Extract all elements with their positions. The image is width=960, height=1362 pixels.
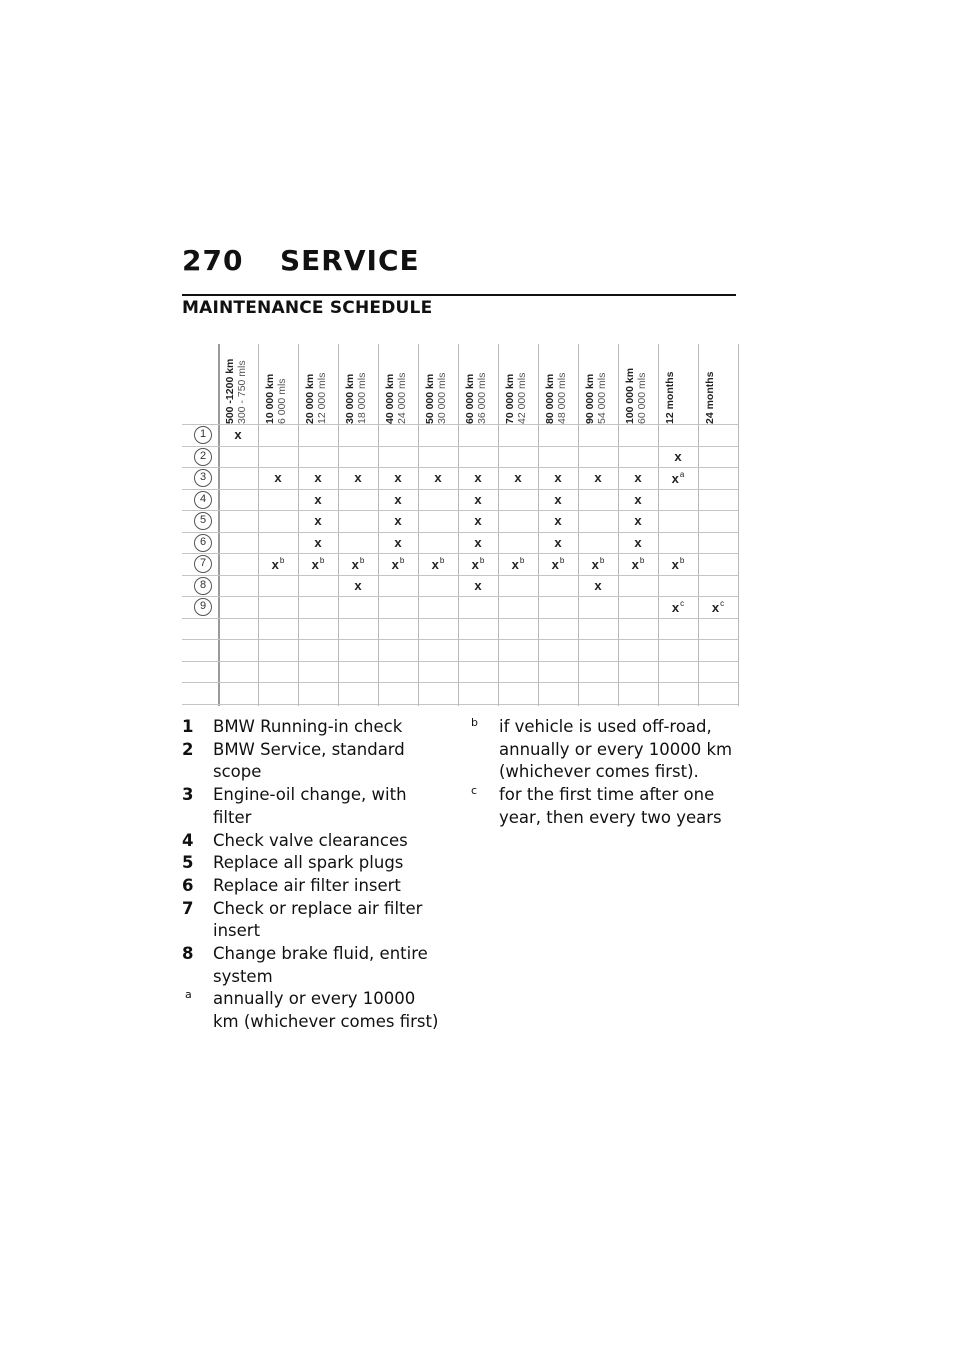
schedule-mark: $x^b$ (431, 556, 445, 572)
column-header (378, 344, 418, 424)
column-header-label (544, 344, 568, 424)
schedule-mark: $x^b$ (671, 556, 685, 572)
row-number-badge: 9 (194, 598, 212, 616)
column-header (578, 344, 618, 424)
legend-text: annually or every 10000 km (whichever comes first) (213, 989, 439, 1032)
footnote-marker: c (720, 599, 725, 608)
column-header (498, 344, 538, 424)
legend-item (182, 875, 440, 898)
column-miles-label: 36 000 mls (476, 372, 488, 424)
maintenance-schedule-table (182, 344, 738, 706)
grid-row-line (182, 661, 738, 662)
column-miles-label: 54 000 mls (596, 372, 608, 424)
legend-number: 2 (182, 739, 194, 759)
grid-row-line (182, 446, 738, 447)
column-header-label (304, 344, 328, 424)
row-number-badge: 6 (194, 534, 212, 552)
column-miles-label: 300 - 750 mls (236, 360, 248, 424)
schedule-mark: x (354, 577, 362, 593)
legend-text: if vehicle is used off-road, annually or every 10000 km (whichever comes first). (499, 717, 733, 782)
column-km-label: 20 000 km (304, 373, 316, 424)
footnote-marker: b (359, 556, 365, 565)
column-miles-label: 6 000 mls (276, 378, 288, 424)
footnote-marker: b (639, 556, 645, 565)
column-header-label (664, 344, 676, 424)
footnote-marker: b (479, 556, 485, 565)
legend-number: 5 (182, 853, 194, 873)
schedule-mark: x (394, 513, 402, 528)
column-km-label: 40 000 km (384, 373, 396, 424)
column-header (538, 344, 578, 424)
schedule-mark: $x^b$ (311, 556, 325, 572)
schedule-mark: x (474, 491, 482, 507)
grid-row-line (182, 682, 738, 683)
schedule-mark: $x^b$ (511, 556, 525, 572)
column-km-label: 50 000 km (424, 373, 436, 424)
grid-row-line (182, 510, 738, 511)
schedule-mark: x (434, 470, 442, 485)
footnote-marker: b (439, 556, 445, 565)
legend-item (182, 852, 440, 875)
column-km-label: 70 000 km (504, 373, 516, 424)
legend-footnote-key: a (185, 988, 192, 1002)
schedule-mark: x (594, 577, 602, 593)
schedule-mark: x (314, 534, 322, 550)
grid-row-line (182, 424, 738, 425)
row-number-badge: 3 (194, 469, 212, 487)
schedule-mark: x (474, 534, 482, 550)
legend-number: 3 (182, 785, 194, 805)
schedule-mark: $x^a$ (671, 470, 685, 486)
grid-row-line (182, 489, 738, 490)
legend-item (182, 943, 440, 988)
legend-number: 4 (182, 830, 194, 850)
legend-item (182, 830, 440, 853)
column-miles-label: 42 000 mls (516, 372, 528, 424)
schedule-mark: x (354, 470, 362, 485)
column-km-label: 80 000 km (544, 373, 556, 424)
schedule-mark: x (634, 491, 642, 507)
schedule-mark: $x^b$ (551, 556, 565, 572)
column-header-label (464, 344, 488, 424)
column-header-label (384, 344, 408, 424)
schedule-mark: x (274, 470, 282, 485)
header-rule (182, 294, 736, 296)
legend-item (182, 784, 440, 829)
column-header (298, 344, 338, 424)
schedule-mark: x (474, 513, 482, 528)
schedule-mark: x (314, 491, 322, 507)
footnote-marker: b (599, 556, 605, 565)
column-header (258, 344, 298, 424)
column-header (698, 344, 738, 424)
column-header (338, 344, 378, 424)
legend-text: Replace all spark plugs (213, 853, 404, 873)
grid-row-line (182, 575, 738, 576)
column-header (218, 344, 258, 424)
column-miles-label: 24 000 mls (396, 372, 408, 424)
row-number-badge: 4 (194, 491, 212, 509)
schedule-mark: x (314, 513, 322, 528)
column-header (458, 344, 498, 424)
legend-text: Check or replace air filter insert (213, 898, 423, 941)
legend-text: Check valve clearances (213, 830, 408, 850)
page-number: 270 (182, 244, 244, 277)
legend-left (182, 716, 440, 1034)
schedule-mark: x (554, 513, 562, 528)
schedule-mark: $x^b$ (391, 556, 405, 572)
schedule-mark: $x^b$ (591, 556, 605, 572)
column-miles-label: 30 000 mls (436, 372, 448, 424)
legend-text: Engine-oil change, with filter (213, 785, 407, 827)
column-header (618, 344, 658, 424)
schedule-mark: x (594, 470, 602, 485)
legend-text: for the first time after one year, then every two years (499, 785, 722, 827)
column-miles-label: 12 000 mls (316, 372, 328, 424)
footnote-marker: b (559, 556, 565, 565)
legend-item (182, 898, 440, 943)
schedule-mark: $x^b$ (351, 556, 365, 572)
row-number-badge: 5 (194, 512, 212, 530)
schedule-mark: $x^b$ (471, 556, 485, 572)
column-header-label (624, 344, 648, 424)
schedule-mark: x (234, 427, 242, 442)
footnote-marker: b (679, 556, 685, 565)
schedule-mark: x (474, 470, 482, 485)
column-header (658, 344, 698, 424)
grid-row-line (182, 704, 738, 705)
legend-text: BMW Running-in check (213, 717, 403, 736)
legend-item (182, 716, 440, 739)
column-km-label: 10 000 km (264, 373, 276, 424)
legend-footnote-key: c (471, 784, 478, 798)
schedule-mark: x (394, 491, 402, 507)
footnote-marker: c (680, 599, 685, 608)
footnote-marker: b (399, 556, 405, 565)
schedule-mark: $x^c$ (671, 599, 685, 615)
footnote-marker: b (319, 556, 325, 565)
column-header-label (584, 344, 608, 424)
row-number-badge: 7 (194, 555, 212, 573)
grid-row-line (182, 618, 738, 619)
column-km-label: 60 000 km (464, 373, 476, 424)
legend-item (468, 784, 734, 829)
column-km-label: 90 000 km (584, 373, 596, 424)
column-header-label (704, 344, 716, 424)
schedule-mark: x (674, 448, 682, 464)
legend-item (182, 988, 440, 1033)
schedule-mark: x (474, 577, 482, 593)
row-number-badge: 8 (194, 577, 212, 595)
legend-number: 1 (182, 717, 194, 736)
grid-row-line (182, 467, 738, 468)
page-header (182, 244, 420, 277)
column-miles-label: 48 000 mls (556, 372, 568, 424)
legend-footnote-key: b (471, 716, 478, 729)
legend-number: 7 (182, 898, 194, 918)
schedule-mark: x (514, 470, 522, 485)
column-km-label: 12 months (664, 371, 676, 424)
schedule-mark: $x^c$ (711, 599, 725, 615)
column-miles-label: 60 000 mls (636, 372, 648, 424)
column-header-label (344, 344, 368, 424)
column-km-label: 500 -1200 km (224, 358, 236, 424)
grid-column-line (738, 344, 739, 706)
column-km-label: 100 000 km (624, 367, 636, 424)
schedule-mark: x (634, 470, 642, 485)
schedule-mark: $x^b$ (631, 556, 645, 572)
schedule-mark: x (554, 534, 562, 550)
schedule-mark: x (634, 513, 642, 528)
grid-row-line (182, 532, 738, 533)
footnote-marker: b (519, 556, 525, 565)
legend-item (182, 739, 440, 784)
legend-item (468, 716, 734, 784)
legend-number: 6 (182, 875, 194, 895)
row-number-badge: 2 (194, 448, 212, 466)
column-header-label (504, 344, 528, 424)
grid-row-line (182, 553, 738, 554)
column-km-label: 24 months (704, 371, 716, 424)
column-header-label (224, 344, 248, 424)
schedule-mark: x (394, 470, 402, 485)
column-header-label (424, 344, 448, 424)
section-title: MAINTENANCE SCHEDULE (182, 298, 433, 318)
legend-text: BMW Service, standard scope (213, 739, 405, 782)
schedule-mark: x (634, 534, 642, 550)
schedule-mark: x (314, 470, 322, 485)
legend-number: 8 (182, 944, 194, 964)
column-miles-label: 18 000 mls (356, 372, 368, 424)
column-header (418, 344, 458, 424)
schedule-mark: x (394, 534, 402, 550)
schedule-mark: x (554, 470, 562, 485)
grid-row-line (182, 596, 738, 597)
row-number-badge: 1 (194, 426, 212, 444)
grid-row-line (182, 639, 738, 640)
column-header-label (264, 344, 288, 424)
schedule-mark: $x^b$ (271, 556, 285, 572)
schedule-mark: x (554, 491, 562, 507)
legend-text: Change brake fluid, entire system (213, 944, 428, 986)
column-km-label: 30 000 km (344, 373, 356, 424)
chapter-title: SERVICE (280, 244, 420, 277)
footnote-marker: b (279, 556, 285, 565)
footnote-marker: a (679, 470, 685, 479)
legend-text: Replace air filter insert (213, 875, 401, 895)
legend-right (468, 716, 734, 830)
